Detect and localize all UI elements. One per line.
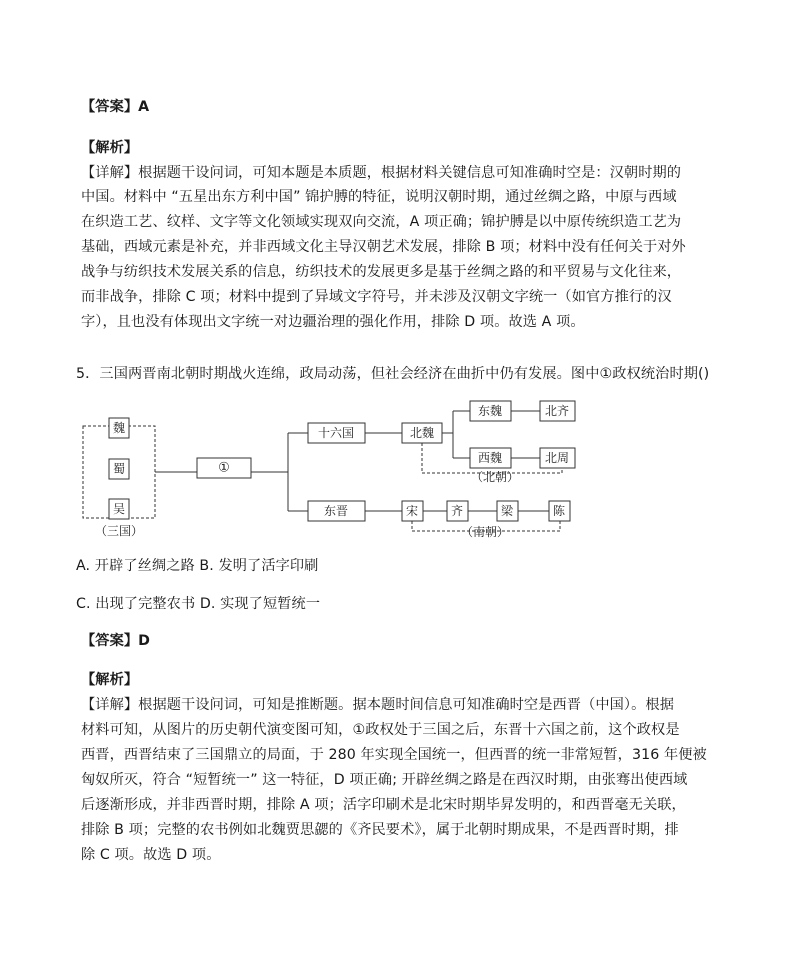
three-kingdoms-wei: 魏 [112,421,126,435]
q5-explanation-line: 材料可知，从图片的历史朝代演变图可知，①政权处于三国之后，东晋十六国之前，这个政权是 [81,722,680,738]
eastern-jin: 东晋 [323,504,349,518]
dynasty-evolution-diagram [75,393,595,543]
q5-options-ab: A. 开辟了丝绸之路 B. 发明了活字印刷 [76,558,319,574]
q5-explanation-line: 【详解】根据题干设问词，可知是推断题。据本题时间信息可知准确时空是西晋（中国）。根据 [81,697,674,713]
western-wei: 西魏 [477,451,503,465]
southern-chen: 陈 [552,504,566,518]
southern-song: 宋 [405,504,419,518]
q5-question: 5．三国两晋南北朝时期战火连绵，政局动荡，但社会经济在曲折中仍有发展。图中①政权统治时期() [76,366,710,382]
q4-explanation-line: 在织造工艺、纹样、文字等文化领域实现双向交流，A 项正确；锦护膊是以中原传统织造工艺为 [81,214,682,230]
northern-zhou: 北周 [544,451,570,465]
q4-analysis-heading: 【解析】 [81,140,139,156]
southern-dynasties-label: （南朝） [460,525,510,539]
q4-explanation-line: 而非战争，排除 C 项；材料中提到了异域文字符号，并未涉及汉朝文字统一（如官方推行的汉 [81,289,672,305]
q5-analysis-heading: 【解析】 [81,672,139,688]
q4-explanation-line: 【详解】根据题干设问词，可知本题是本质题，根据材料关键信息可知准确时空是：汉朝时期的 [81,165,682,181]
regime-marker: ① [218,460,230,476]
northern-dynasties-label: （北朝） [470,470,520,484]
northern-wei: 北魏 [409,426,435,440]
q4-explanation-line: 战争与纺织技术发展关系的信息，纺织技术的发展更多是基于丝绸之路的和平贸易与文化往来， [81,264,682,280]
q5-options-cd: C. 出现了完整农书 D. 实现了短暂统一 [76,596,321,612]
q4-explanation-line: 基础，西域元素是补充，并非西域文化主导汉朝艺术发展，排除 B 项；材料中没有任何关于对外 [81,239,686,255]
q4-explanation-line: 字），且也没有体现出文字统一对边疆治理的强化作用，排除 D 项。故选 A 项。 [81,314,585,330]
q4-explanation-line: 中国。材料中 “五星出东方利中国” 锦护膊的特征，说明汉朝时期，通过丝绸之路，中原与西域 [81,189,677,205]
q5-answer: 【答案】D [81,633,151,649]
southern-qi: 齐 [450,504,464,518]
q5-explanation-line: 后逐渐形成，并非西晋时期，排除 A 项；活字印刷术是北宋时期毕昇发明的，和西晋毫无关联， [81,797,686,813]
southern-liang: 梁 [500,504,514,518]
northern-qi: 北齐 [544,404,570,418]
q4-answer: 【答案】A [81,99,150,115]
three-kingdoms-shu: 蜀 [112,462,126,476]
q5-explanation-line: 排除 B 项；完整的农书例如北魏贾思勰的《齐民要术》，属于北朝时期成果，不是西晋时期，排 [81,822,679,838]
q5-explanation-line: 除 C 项。故选 D 项。 [81,847,221,863]
three-kingdoms-wu: 吴 [112,502,126,516]
three-kingdoms-label: （三国） [94,524,144,538]
q5-explanation-line: 西晋，西晋结束了三国鼎立的局面，于 280 年实现全国统一，但西晋的统一非常短暂，316 年便被 [81,747,707,763]
sixteen-kingdoms: 十六国 [317,426,355,440]
eastern-wei: 东魏 [477,404,503,418]
q5-explanation-line: 匈奴所灭，符合 “短暂统一” 这一特征，D 项正确; 开辟丝绸之路是在西汉时期，由张骞出使西域 [81,772,688,788]
